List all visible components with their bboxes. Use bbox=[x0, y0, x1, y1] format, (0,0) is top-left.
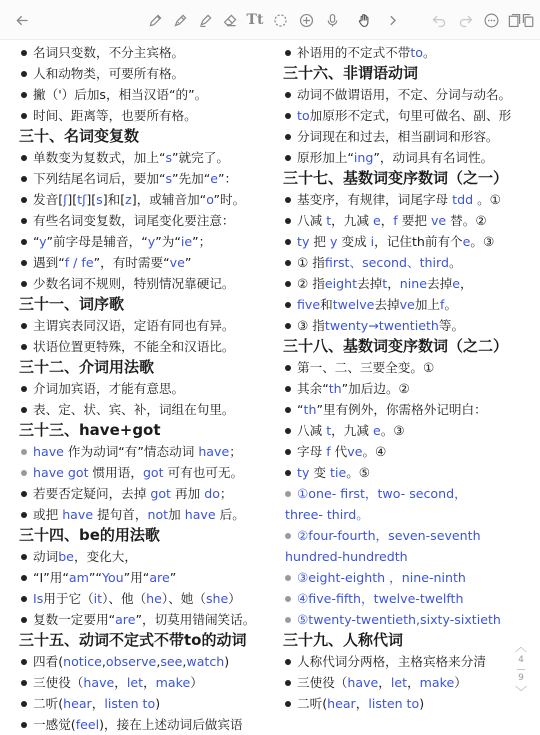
note-text: ][ bbox=[86, 192, 97, 207]
note-line bbox=[276, 378, 540, 399]
total-page-count: 9 bbox=[518, 673, 524, 683]
english-term: she bbox=[205, 591, 229, 606]
note-line bbox=[0, 273, 276, 294]
note-text: 八减 bbox=[297, 213, 327, 228]
note-text: 可有也可无。 bbox=[163, 465, 244, 480]
note-text: “ bbox=[33, 234, 40, 249]
note-text: ”为“ bbox=[155, 234, 181, 249]
english-term: z bbox=[125, 192, 132, 207]
note-text: 三十、名词变复数 bbox=[19, 127, 140, 145]
note-text: ，九减 bbox=[331, 213, 373, 228]
note-line bbox=[276, 357, 540, 378]
note-text: ， bbox=[114, 675, 127, 690]
english-term: s bbox=[96, 192, 103, 207]
section-heading bbox=[0, 126, 276, 147]
note-text: ) bbox=[155, 696, 161, 711]
note-text: 提句首， bbox=[93, 507, 148, 522]
redo-icon[interactable] bbox=[454, 9, 476, 31]
english-term: t bbox=[326, 213, 332, 228]
note-line bbox=[0, 105, 276, 126]
note-text: ”就完了。 bbox=[172, 150, 229, 165]
note-line bbox=[276, 609, 540, 630]
english-term: ie bbox=[180, 234, 193, 249]
note-text: 名词只变数，不分主宾格。 bbox=[33, 45, 185, 60]
section-heading bbox=[0, 294, 276, 315]
note-text: 三十四、be的用法歌 bbox=[19, 526, 160, 544]
note-text: 三十六、非谓语动词 bbox=[283, 64, 419, 82]
notes-column-left bbox=[0, 42, 276, 732]
note-line bbox=[276, 273, 540, 294]
note-text: ， bbox=[355, 696, 369, 711]
note-line bbox=[276, 525, 540, 546]
note-text: 人和动物类，可要所有格。 bbox=[33, 66, 185, 81]
note-text: 表、定、状、宾、补，词组在句里。 bbox=[33, 402, 235, 417]
note-text: ） bbox=[454, 675, 467, 690]
english-term: t bbox=[382, 276, 388, 291]
english-term: got bbox=[150, 486, 171, 501]
note-line bbox=[0, 714, 276, 735]
english-term: e bbox=[462, 234, 471, 249]
note-text: 代 bbox=[330, 444, 348, 459]
note-text: )，接在上述动词后做宾语 bbox=[99, 717, 243, 732]
add-shape-icon[interactable] bbox=[295, 9, 317, 31]
english-term: have bbox=[184, 507, 216, 522]
english-term: twenty→twentieth bbox=[324, 318, 439, 333]
scroll-down-icon[interactable]: ﹀ bbox=[514, 685, 527, 699]
note-text: 三十五、动词不定式不带to的动词 bbox=[19, 631, 247, 649]
english-term: observe bbox=[105, 654, 157, 669]
english-term: ①one- first，two- second， bbox=[297, 486, 467, 501]
note-text: 去掉 bbox=[374, 297, 400, 312]
english-term: You bbox=[101, 570, 124, 585]
highlighter-icon[interactable] bbox=[194, 9, 216, 31]
note-text: 惯用语， bbox=[88, 465, 143, 480]
note-text: 或把 bbox=[33, 507, 63, 522]
english-term: do bbox=[204, 486, 220, 501]
english-term: e bbox=[372, 213, 381, 228]
english-term: am bbox=[68, 570, 89, 585]
note-text: ）、她（ bbox=[161, 591, 206, 606]
english-term: hundred-hundredth bbox=[285, 549, 408, 564]
english-term: notice bbox=[63, 654, 102, 669]
note-text: ]和[ bbox=[102, 192, 126, 207]
note-text: 。 bbox=[448, 255, 462, 270]
english-term: tie bbox=[330, 465, 347, 480]
english-term: ty bbox=[297, 465, 310, 480]
english-term: s bbox=[165, 150, 173, 165]
english-term: ④five-fifth，twelve-twelfth bbox=[297, 591, 464, 606]
note-text: ”时。 bbox=[213, 192, 246, 207]
note-line bbox=[276, 693, 540, 714]
note-text: 加上 bbox=[414, 297, 440, 312]
chevron-right-icon[interactable] bbox=[381, 9, 403, 31]
english-term: ve bbox=[399, 297, 415, 312]
note-text: 单数变为复数式，加上“ bbox=[33, 150, 166, 165]
note-text: 三使役（ bbox=[297, 675, 348, 690]
note-line bbox=[276, 294, 540, 315]
note-line bbox=[0, 336, 276, 357]
section-heading bbox=[276, 336, 540, 357]
english-term: to bbox=[410, 45, 423, 60]
english-term: listen to bbox=[368, 696, 420, 711]
note-text: 时间、距离等，也要所有格。 bbox=[33, 108, 197, 123]
note-text: 动词不做谓语用，不定、分词与动名。 bbox=[297, 87, 512, 102]
english-term: see bbox=[160, 654, 183, 669]
note-text: 下列结尾名词后，要加“ bbox=[33, 171, 166, 186]
english-term: are bbox=[149, 570, 170, 585]
note-line bbox=[0, 483, 276, 504]
note-text: 介词加宾语，才能有意思。 bbox=[33, 381, 185, 396]
english-term: listen to bbox=[104, 696, 156, 711]
note-text: 。 bbox=[444, 297, 458, 312]
notes-column-right bbox=[276, 42, 540, 720]
note-text: 。③ bbox=[470, 234, 495, 249]
english-term: i bbox=[370, 234, 375, 249]
english-term: t bbox=[326, 423, 332, 438]
note-text: 变 bbox=[309, 465, 331, 480]
note-line bbox=[276, 672, 540, 693]
note-text: ③ 指 bbox=[297, 318, 325, 333]
note-line bbox=[276, 399, 540, 420]
note-line bbox=[0, 378, 276, 399]
note-text: 原形加上“ bbox=[297, 150, 354, 165]
english-term: hear bbox=[327, 696, 356, 711]
note-line bbox=[276, 84, 540, 105]
english-term: e bbox=[452, 276, 460, 291]
note-text: 加原形不定式，句里可做名、副、形 bbox=[309, 108, 512, 123]
note-line bbox=[276, 147, 540, 168]
note-text: 。 bbox=[423, 45, 436, 60]
english-term: ③eight-eighth ，nine-ninth bbox=[297, 570, 466, 585]
note-text: ) bbox=[224, 654, 230, 669]
english-term: ty bbox=[297, 234, 310, 249]
note-line bbox=[0, 147, 276, 168]
note-text: ） bbox=[228, 591, 241, 606]
english-term: ve bbox=[430, 213, 447, 228]
english-term: it bbox=[93, 591, 103, 606]
note-line bbox=[276, 231, 540, 252]
english-term: e bbox=[210, 171, 219, 186]
note-text: ]，或辅音加“ bbox=[131, 192, 207, 207]
note-text: ， bbox=[143, 675, 156, 690]
note-line bbox=[0, 504, 276, 525]
note-line bbox=[276, 126, 540, 147]
english-term: got bbox=[142, 465, 164, 480]
note-text: ”前字母是辅音，“ bbox=[46, 234, 148, 249]
note-text: , bbox=[182, 654, 187, 669]
note-line bbox=[276, 42, 540, 63]
note-line bbox=[0, 84, 276, 105]
note-text: 加 bbox=[168, 507, 185, 522]
english-term: th bbox=[303, 402, 317, 417]
note-text: ”，动词具有名词性。 bbox=[373, 150, 494, 165]
english-term: twelve bbox=[332, 297, 375, 312]
note-text: 后。 bbox=[215, 507, 245, 522]
note-text: 和 bbox=[320, 297, 333, 312]
note-text: ， bbox=[387, 276, 400, 291]
note-text: 分词现在和过去，相当副词和形容。 bbox=[297, 129, 499, 144]
english-term: are bbox=[115, 612, 136, 627]
current-page-number: 4 bbox=[518, 655, 524, 665]
note-line bbox=[276, 651, 540, 672]
english-term: Is bbox=[33, 591, 44, 606]
english-term: y bbox=[147, 234, 156, 249]
note-line bbox=[0, 252, 276, 273]
note-line bbox=[0, 462, 276, 483]
note-text: 三十八、基数词变序数词（之二） bbox=[283, 337, 509, 355]
note-text: “I”用“ bbox=[33, 570, 69, 585]
note-text: 三十七、基数词变序数词（之一） bbox=[283, 169, 509, 187]
english-term: have bbox=[347, 675, 379, 690]
english-term: have bbox=[62, 507, 94, 522]
note-line bbox=[276, 588, 540, 609]
note-text: 作为动词“有”情态动词 bbox=[63, 444, 199, 459]
note-text: 状语位置更特殊，不能全和汉语比。 bbox=[33, 339, 235, 354]
note-text: 三使役（ bbox=[33, 675, 84, 690]
note-line bbox=[0, 588, 276, 609]
note-text: 动词 bbox=[33, 549, 59, 564]
note-line bbox=[276, 462, 540, 483]
english-term: hear bbox=[63, 696, 92, 711]
note-line bbox=[0, 651, 276, 672]
note-toolbar bbox=[0, 0, 540, 40]
english-term: y bbox=[330, 234, 338, 249]
note-text: ” bbox=[169, 570, 177, 585]
page-number-divider bbox=[517, 669, 525, 670]
note-text: 人称代词分两格，主格宾格来分清 bbox=[297, 654, 486, 669]
english-term: y bbox=[39, 234, 47, 249]
section-heading bbox=[276, 63, 540, 84]
note-text: 。③ bbox=[380, 423, 405, 438]
pen-icon[interactable] bbox=[144, 9, 166, 31]
note-line bbox=[0, 315, 276, 336]
note-text: 三十三、have+got bbox=[19, 421, 161, 439]
undo-icon[interactable] bbox=[428, 9, 450, 31]
note-text: 。⑤ bbox=[346, 465, 371, 480]
note-line bbox=[0, 189, 276, 210]
note-text: 有些名词变复数，词尾变化要注意： bbox=[33, 213, 235, 228]
eraser-icon[interactable] bbox=[219, 9, 241, 31]
note-line bbox=[276, 210, 540, 231]
note-line bbox=[0, 168, 276, 189]
note-text: ，变化大， bbox=[73, 549, 137, 564]
note-text: 少数名词不规则，特别情况靠硬记。 bbox=[33, 276, 235, 291]
note-text: ”； bbox=[192, 234, 212, 249]
english-term: s bbox=[165, 171, 173, 186]
note-text: 二听( bbox=[33, 696, 64, 711]
note-text: 主谓宾表同汉语，定语有同也有异。 bbox=[33, 318, 235, 333]
english-term: th bbox=[328, 381, 342, 396]
note-text: 再加 bbox=[171, 486, 205, 501]
note-text: 三十一、词序歌 bbox=[19, 295, 125, 313]
note-text: ”先加“ bbox=[172, 171, 211, 186]
note-text: ”用“ bbox=[123, 570, 150, 585]
english-term: f / fe bbox=[64, 255, 94, 270]
english-term: ②four-fourth，seven-seventh bbox=[297, 528, 481, 543]
note-line bbox=[0, 210, 276, 231]
note-line bbox=[0, 567, 276, 588]
note-text: 变成 bbox=[337, 234, 371, 249]
english-term: ing bbox=[353, 150, 374, 165]
scroll-up-icon[interactable]: ︿ bbox=[514, 640, 527, 654]
note-text: ② 指 bbox=[297, 276, 325, 291]
note-line bbox=[0, 63, 276, 84]
english-term: e bbox=[372, 423, 381, 438]
english-term: three- third。 bbox=[285, 507, 369, 522]
section-heading bbox=[0, 420, 276, 441]
note-text: ， bbox=[380, 213, 394, 228]
note-text: 撇（'）后加s，相当汉语“的”。 bbox=[33, 87, 208, 102]
note-text: ”加后边。② bbox=[341, 381, 410, 396]
english-term: not bbox=[147, 507, 169, 522]
note-line bbox=[0, 42, 276, 63]
note-text: 遇到“ bbox=[33, 255, 65, 270]
note-text: 要把 bbox=[397, 213, 431, 228]
english-term: eight bbox=[324, 276, 358, 291]
note-text: 一感觉( bbox=[33, 717, 76, 732]
microphone-icon[interactable] bbox=[321, 9, 343, 31]
note-text: 二听( bbox=[297, 696, 328, 711]
english-term: make bbox=[419, 675, 455, 690]
hand-icon[interactable] bbox=[353, 9, 375, 31]
note-line bbox=[276, 483, 540, 504]
section-heading bbox=[276, 168, 540, 189]
note-line bbox=[0, 693, 276, 714]
section-heading bbox=[0, 630, 276, 651]
english-term: watch bbox=[186, 654, 225, 669]
note-line bbox=[276, 252, 540, 273]
note-text: 用于它（ bbox=[43, 591, 94, 606]
note-text: ][ bbox=[67, 192, 78, 207]
note-text: 八减 bbox=[297, 423, 327, 438]
note-line bbox=[0, 609, 276, 630]
english-term: have bbox=[198, 444, 230, 459]
note-text: ① 指 bbox=[297, 255, 325, 270]
english-term: tdd bbox=[452, 192, 474, 207]
english-term: five bbox=[297, 297, 321, 312]
note-text: ； bbox=[219, 486, 233, 501]
note-line bbox=[276, 441, 540, 462]
note-line bbox=[0, 399, 276, 420]
note-text: 基变序，有规律，词尾字母 bbox=[297, 192, 453, 207]
note-text: ，九减 bbox=[331, 423, 373, 438]
text-tool-icon[interactable]: Tt bbox=[246, 12, 264, 28]
copy-icon[interactable] bbox=[519, 9, 537, 31]
english-term: ʃ bbox=[63, 192, 68, 207]
english-term: make bbox=[155, 675, 191, 690]
note-text: 若要否定疑问，去掉 bbox=[33, 486, 151, 501]
note-text: 去掉 bbox=[427, 276, 453, 291]
english-term: to bbox=[297, 108, 310, 123]
page-scroller[interactable] bbox=[513, 640, 529, 716]
english-term: ve bbox=[169, 255, 185, 270]
note-line bbox=[0, 441, 276, 462]
english-term: be bbox=[58, 549, 74, 564]
note-text: ， bbox=[378, 675, 391, 690]
lasso-icon[interactable] bbox=[269, 9, 291, 31]
note-text: ” bbox=[184, 255, 192, 270]
note-text: , bbox=[101, 654, 106, 669]
note-text: 三十二、介词用法歌 bbox=[19, 358, 155, 376]
note-text: 四看( bbox=[33, 654, 64, 669]
note-text: 其余“ bbox=[297, 381, 329, 396]
note-text: ”里有例外，你需格外记明白： bbox=[316, 402, 487, 417]
note-text: ）、他（ bbox=[102, 591, 147, 606]
note-text: ） bbox=[190, 675, 203, 690]
english-term: f bbox=[440, 297, 445, 312]
english-term: have bbox=[83, 675, 115, 690]
note-line bbox=[276, 315, 540, 336]
section-heading bbox=[0, 525, 276, 546]
section-heading bbox=[0, 357, 276, 378]
note-text: ) bbox=[419, 696, 425, 711]
note-text: ”，切莫用错闹笑话。 bbox=[135, 612, 256, 627]
note-text: 。④ bbox=[362, 444, 387, 459]
note-line bbox=[276, 420, 540, 441]
note-line bbox=[276, 105, 540, 126]
note-text: 复数一定要用“ bbox=[33, 612, 116, 627]
note-text: 发音[ bbox=[33, 192, 64, 207]
english-term: have bbox=[33, 444, 64, 459]
english-term: let bbox=[390, 675, 408, 690]
note-text: ； bbox=[229, 444, 242, 459]
note-text: 替。② bbox=[446, 213, 487, 228]
back-arrow-icon[interactable] bbox=[11, 9, 33, 31]
english-term: let bbox=[126, 675, 144, 690]
note-line bbox=[276, 546, 540, 567]
section-heading bbox=[276, 630, 540, 651]
note-text: ， bbox=[91, 696, 105, 711]
english-term: o bbox=[206, 192, 214, 207]
note-text: 第一、二、三要全变。① bbox=[297, 360, 435, 375]
note-line bbox=[276, 504, 540, 525]
note-text: ，记住th前有个 bbox=[374, 234, 463, 249]
note-line bbox=[0, 231, 276, 252]
note-text: ”“ bbox=[88, 570, 102, 585]
english-term: feel bbox=[75, 717, 100, 732]
note-text: 。① bbox=[473, 192, 501, 207]
note-text: , bbox=[156, 654, 161, 669]
note-text: 把 bbox=[309, 234, 331, 249]
note-text: ”： bbox=[218, 171, 238, 186]
note-line bbox=[0, 672, 276, 693]
english-term: f bbox=[393, 213, 398, 228]
note-text: 补语用的不定式不带 bbox=[297, 45, 411, 60]
note-line bbox=[276, 567, 540, 588]
note-text: 去掉 bbox=[357, 276, 383, 291]
english-term: ve bbox=[347, 444, 363, 459]
english-term: f bbox=[326, 444, 331, 459]
note-text: 字母 bbox=[297, 444, 327, 459]
note-text: “ bbox=[297, 402, 304, 417]
english-term: nine bbox=[399, 276, 428, 291]
fountain-pen-icon[interactable] bbox=[169, 9, 191, 31]
more-icon[interactable] bbox=[480, 9, 502, 31]
note-line bbox=[0, 546, 276, 567]
note-text: 三十九、人称代词 bbox=[283, 631, 404, 649]
english-term: ⑤twenty-twentieth,sixty-sixtieth bbox=[297, 612, 501, 627]
english-term: have got bbox=[33, 465, 89, 480]
note-text: 等。 bbox=[438, 318, 465, 333]
note-line bbox=[276, 189, 540, 210]
english-term: tʃ bbox=[77, 192, 87, 207]
english-term: first、second、third bbox=[324, 255, 449, 270]
note-text: ”，有时需要“ bbox=[93, 255, 170, 270]
english-term: he bbox=[146, 591, 162, 606]
note-text: ， bbox=[459, 276, 473, 291]
note-text: ， bbox=[407, 675, 420, 690]
